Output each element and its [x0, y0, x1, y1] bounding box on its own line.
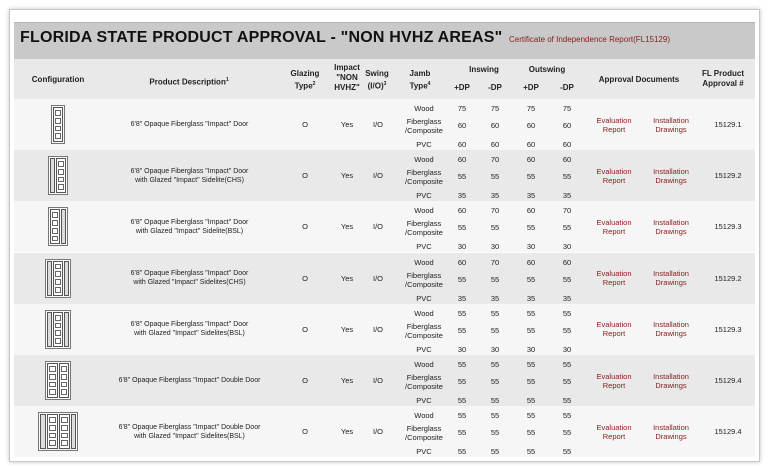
design-pressure-value: 55	[490, 411, 500, 421]
design-pressure-value: 60	[526, 206, 536, 216]
evaluation-label[interactable]: Evaluation	[596, 422, 632, 432]
design-pressure-value: 55	[457, 360, 467, 369]
footnote-3: 3	[383, 81, 387, 87]
table-row	[14, 355, 755, 406]
design-pressure-value: 55	[526, 377, 536, 386]
product-description	[102, 150, 277, 201]
design-pressure-value: 55	[490, 428, 500, 438]
drawings-label[interactable]: Drawings	[655, 124, 687, 134]
design-pressure-value: 30	[457, 344, 467, 354]
installation-drawings-link[interactable]	[643, 150, 699, 201]
header-impact-line3: HVHZ"	[334, 83, 360, 92]
design-pressure-value: 75	[457, 104, 467, 113]
page-frame	[9, 9, 760, 462]
jamb-type: Fiberglass /Composite	[405, 117, 443, 135]
jamb-type: Wood	[414, 411, 434, 421]
glazing-type: O	[302, 171, 308, 181]
design-pressure-value: 55	[490, 396, 500, 405]
design-pressure-value: 70	[490, 155, 500, 165]
design-pressure-value: 30	[562, 344, 572, 354]
impact-value: Yes	[340, 171, 354, 181]
design-pressure-value: 55	[457, 223, 467, 233]
certificate-link[interactable]: Certificate of Independence Report(FL15129)	[509, 35, 670, 44]
design-pressure-value: 55	[562, 411, 572, 421]
jamb-type: Wood	[414, 308, 434, 318]
design-pressure-value: 60	[526, 257, 536, 267]
door-panel-icon	[59, 363, 70, 398]
swing-value: I/O	[372, 273, 383, 283]
footnote-4: 4	[427, 81, 431, 87]
evaluation-report-link[interactable]	[589, 201, 639, 252]
design-pressure-value: 55	[457, 396, 467, 405]
sidelite-icon	[71, 414, 77, 449]
header-impact-line2: "NON	[336, 73, 358, 82]
sidelite-icon	[61, 209, 66, 244]
door-configuration-image	[48, 207, 68, 246]
design-pressure-value: 60	[562, 257, 572, 267]
evaluation-report-link[interactable]	[589, 253, 639, 304]
impact-value: Yes	[340, 324, 354, 334]
design-pressure-value: 55	[526, 325, 536, 335]
design-pressure-value: 60	[457, 257, 467, 267]
swing-value: I/O	[372, 222, 383, 232]
description-line2: with Glazed "Impact" Sidelite(BSL)	[135, 227, 244, 235]
evaluation-label[interactable]: Evaluation	[596, 166, 632, 176]
door-panel-icon	[50, 209, 60, 244]
sidelite-icon	[40, 414, 46, 449]
design-pressure-value: 55	[457, 447, 467, 457]
sidelite-icon	[64, 261, 69, 296]
design-pressure-value: 55	[526, 274, 536, 284]
title-bar	[14, 22, 755, 59]
footnote-1: 1	[225, 77, 229, 83]
design-pressure-value: 55	[490, 274, 500, 284]
description-line1: 6'8" Opaque Fiberglass "Impact" Door	[130, 121, 249, 128]
design-pressure-value: 55	[562, 360, 572, 369]
jamb-type: Wood	[414, 104, 434, 113]
report-label[interactable]: Report	[602, 278, 626, 288]
design-pressure-value: 60	[526, 155, 536, 165]
jamb-type: PVC	[416, 447, 432, 457]
jamb-type: Fiberglass /Composite	[405, 373, 443, 391]
glazing-type: O	[302, 273, 308, 283]
design-pressure-value: 55	[457, 325, 467, 335]
header-outswing-minus-dp: -DP	[560, 83, 574, 92]
fl-approval-number: 15129.2	[714, 171, 742, 181]
drawings-label[interactable]: Drawings	[655, 431, 687, 441]
design-pressure-value: 55	[526, 428, 536, 438]
description-line1: 6'8" Opaque Fiberglass "Impact" Double Door	[118, 423, 261, 431]
design-pressure-value: 70	[490, 257, 500, 267]
design-pressure-value: 30	[490, 242, 500, 252]
header-product-description-text: Product Description	[149, 77, 226, 87]
fl-approval-number: 15129.2	[714, 273, 742, 283]
header-configuration: Configuration	[31, 75, 85, 84]
design-pressure-value: 70	[562, 206, 572, 216]
header-impact-line1: Impact	[334, 63, 360, 72]
evaluation-label[interactable]: Evaluation	[596, 269, 632, 279]
design-pressure-value: 55	[526, 223, 536, 233]
header-glazing-line1: Glazing	[290, 69, 320, 78]
design-pressure-value: 60	[490, 140, 500, 149]
swing-value: I/O	[372, 376, 383, 385]
jamb-type: Fiberglass /Composite	[405, 219, 443, 238]
jamb-type: Wood	[414, 155, 434, 165]
header-approval-documents: Approval Documents	[598, 75, 680, 84]
drawings-label[interactable]: Drawings	[655, 329, 687, 339]
report-label[interactable]: Report	[602, 124, 626, 134]
design-pressure-value: 55	[457, 308, 467, 318]
fl-approval-number: 15129.4	[714, 376, 742, 385]
design-pressure-value: 60	[457, 140, 467, 149]
door-configuration-image	[45, 361, 71, 400]
glazing-type: O	[302, 120, 308, 129]
design-pressure-value: 55	[490, 447, 500, 457]
design-pressure-value: 55	[490, 223, 500, 233]
product-description	[102, 355, 277, 406]
table-row	[14, 406, 755, 457]
swing-value: I/O	[372, 427, 383, 437]
header-outswing: Outswing	[528, 65, 566, 74]
impact-value: Yes	[340, 120, 354, 129]
description-line1: 6'8" Opaque Fiberglass "Impact" Door	[130, 270, 249, 278]
design-pressure-value: 55	[490, 360, 500, 369]
sidelite-icon	[64, 312, 69, 347]
design-pressure-value: 55	[526, 396, 536, 405]
table-body	[14, 99, 755, 457]
design-pressure-value: 60	[562, 140, 572, 149]
jamb-type: PVC	[416, 344, 432, 354]
installation-drawings-link[interactable]	[643, 253, 699, 304]
impact-value: Yes	[340, 222, 354, 232]
description-line2: with Glazed "Impact" Sidelites(BSL)	[134, 330, 245, 338]
report-label[interactable]: Report	[602, 380, 626, 390]
design-pressure-value: 70	[490, 206, 500, 216]
design-pressure-value: 35	[457, 293, 467, 303]
design-pressure-value: 55	[526, 411, 536, 421]
fl-approval-number: 15129.4	[714, 427, 742, 437]
description-line1: 6'8" Opaque Fiberglass "Impact" Door	[130, 167, 249, 175]
design-pressure-value: 55	[526, 172, 536, 182]
drawings-label[interactable]: Drawings	[655, 380, 687, 390]
header-jamb-type	[398, 69, 442, 92]
header-glazing-line2: Type	[294, 81, 313, 91]
fl-approval-number: 15129.3	[714, 222, 742, 232]
product-description	[102, 99, 277, 150]
glazing-type: O	[302, 324, 308, 334]
description-line1: 6'8" Opaque Fiberglass "Impact" Double Door	[118, 377, 261, 384]
design-pressure-value: 55	[490, 325, 500, 335]
installation-drawings-link[interactable]	[643, 99, 699, 150]
jamb-type: PVC	[416, 293, 432, 303]
report-label[interactable]: Report	[602, 175, 626, 185]
product-description	[102, 253, 277, 304]
jamb-type: Fiberglass /Composite	[405, 321, 443, 340]
design-pressure-value: 30	[526, 242, 536, 252]
door-panel-icon	[53, 261, 63, 296]
design-pressure-value: 55	[490, 377, 500, 386]
product-description	[102, 304, 277, 355]
design-pressure-value: 55	[562, 377, 572, 386]
design-pressure-value: 55	[562, 274, 572, 284]
design-pressure-value: 60	[490, 121, 500, 130]
table-row	[14, 304, 755, 355]
fl-approval-number: 15129.1	[714, 120, 742, 129]
sidelite-icon	[47, 261, 52, 296]
door-panel-icon	[47, 414, 58, 449]
sidelite-icon	[50, 158, 55, 193]
jamb-type: Wood	[414, 360, 434, 369]
jamb-type: Wood	[414, 257, 434, 267]
installation-drawings-link[interactable]	[643, 201, 699, 252]
table-row	[14, 201, 755, 252]
design-pressure-value: 55	[457, 172, 467, 182]
swing-value: I/O	[372, 120, 383, 129]
drawings-label[interactable]: Drawings	[655, 226, 687, 236]
design-pressure-value: 60	[457, 155, 467, 165]
installation-label[interactable]: Installation	[653, 371, 689, 381]
design-pressure-value: 55	[562, 447, 572, 457]
table-header	[14, 59, 755, 99]
glazing-type: O	[302, 376, 308, 385]
design-pressure-value: 30	[526, 344, 536, 354]
jamb-type: Fiberglass /Composite	[405, 270, 443, 289]
fl-approval-number: 15129.3	[714, 324, 742, 334]
impact-value: Yes	[340, 427, 354, 437]
page-title: FLORIDA STATE PRODUCT APPROVAL - "NON HVHZ AREAS"	[20, 29, 503, 46]
design-pressure-value: 35	[562, 191, 572, 201]
design-pressure-value: 30	[490, 344, 500, 354]
jamb-type: PVC	[416, 140, 432, 149]
header-jamb-line1: Jamb	[409, 69, 431, 78]
installation-label[interactable]: Installation	[653, 269, 689, 279]
design-pressure-value: 55	[526, 308, 536, 318]
table-row	[14, 253, 755, 304]
design-pressure-value: 55	[526, 447, 536, 457]
design-pressure-value: 60	[526, 121, 536, 130]
header-swing-line1: Swing	[365, 69, 389, 78]
approval-table	[14, 22, 755, 457]
jamb-type: Fiberglass /Composite	[405, 168, 443, 187]
door-panel-icon	[53, 312, 63, 347]
header-swing	[356, 69, 398, 92]
design-pressure-value: 55	[562, 428, 572, 438]
design-pressure-value: 75	[526, 104, 536, 113]
product-description	[102, 201, 277, 252]
design-pressure-value: 60	[562, 155, 572, 165]
description-line1: 6'8" Opaque Fiberglass "Impact" Door	[130, 321, 249, 329]
design-pressure-value: 55	[562, 396, 572, 405]
jamb-type: PVC	[416, 191, 432, 201]
design-pressure-value: 55	[562, 308, 572, 318]
footnote-2: 2	[312, 81, 316, 87]
evaluation-label[interactable]: Evaluation	[596, 320, 632, 330]
header-glazing-type	[284, 69, 326, 92]
design-pressure-value: 35	[490, 191, 500, 201]
door-panel-icon	[47, 363, 58, 398]
evaluation-report-link[interactable]	[589, 150, 639, 201]
swing-value: I/O	[372, 324, 383, 334]
header-swing-line2: (I/O)	[367, 81, 384, 91]
evaluation-report-link[interactable]	[589, 99, 639, 150]
jamb-type: PVC	[416, 396, 432, 405]
design-pressure-value: 55	[457, 428, 467, 438]
design-pressure-value: 55	[562, 172, 572, 182]
design-pressure-value: 35	[562, 293, 572, 303]
table-row	[14, 99, 755, 150]
design-pressure-value: 60	[457, 206, 467, 216]
door-panel-icon	[56, 158, 66, 193]
evaluation-report-link[interactable]	[589, 355, 639, 406]
installation-label[interactable]: Installation	[653, 320, 689, 330]
header-product-description	[114, 75, 264, 88]
door-panel-icon	[53, 107, 63, 142]
installation-label[interactable]: Installation	[653, 166, 689, 176]
jamb-type: PVC	[416, 242, 432, 252]
door-configuration-image	[51, 105, 65, 144]
installation-drawings-link[interactable]	[643, 355, 699, 406]
description-line2: with Glazed "Impact" Sidelites(CHS)	[133, 279, 246, 287]
product-description	[102, 406, 277, 457]
design-pressure-value: 60	[526, 140, 536, 149]
door-configuration-image	[45, 310, 71, 349]
design-pressure-value: 55	[526, 360, 536, 369]
header-fl-line1: FL Product	[701, 69, 745, 78]
door-panel-icon	[59, 414, 70, 449]
description-line2: with Glazed "Impact" Sidelites(BSL)	[134, 432, 245, 440]
design-pressure-value: 30	[562, 242, 572, 252]
design-pressure-value: 35	[526, 293, 536, 303]
header-jamb-line2: Type	[409, 81, 428, 91]
design-pressure-value: 55	[490, 172, 500, 182]
evaluation-report-link[interactable]	[589, 406, 639, 457]
evaluation-label[interactable]: Evaluation	[596, 371, 632, 381]
evaluation-label[interactable]: Evaluation	[596, 217, 632, 227]
report-label[interactable]: Report	[602, 226, 626, 236]
design-pressure-value: 55	[457, 274, 467, 284]
design-pressure-value: 60	[562, 121, 572, 130]
installation-drawings-link[interactable]	[643, 406, 699, 457]
glazing-type: O	[302, 427, 308, 437]
header-fl-line2: Approval #	[702, 79, 744, 88]
design-pressure-value: 35	[457, 191, 467, 201]
header-inswing-minus-dp: -DP	[488, 83, 502, 92]
installation-label[interactable]: Installation	[653, 422, 689, 432]
jamb-type: Fiberglass /Composite	[405, 424, 443, 443]
installation-drawings-link[interactable]	[643, 304, 699, 355]
door-configuration-image	[45, 259, 71, 298]
impact-value: Yes	[340, 376, 354, 385]
glazing-type: O	[302, 222, 308, 232]
header-inswing: Inswing	[469, 65, 499, 74]
design-pressure-value: 35	[526, 191, 536, 201]
report-label[interactable]: Report	[602, 431, 626, 441]
design-pressure-value: 55	[457, 377, 467, 386]
report-label[interactable]: Report	[602, 329, 626, 339]
design-pressure-value: 55	[562, 223, 572, 233]
impact-value: Yes	[340, 273, 354, 283]
design-pressure-value: 55	[490, 308, 500, 318]
jamb-type: Wood	[414, 206, 434, 216]
design-pressure-value: 30	[457, 242, 467, 252]
description-line1: 6'8" Opaque Fiberglass "Impact" Door	[130, 218, 249, 226]
drawings-label[interactable]: Drawings	[655, 175, 687, 185]
design-pressure-value: 60	[457, 121, 467, 130]
design-pressure-value: 75	[490, 104, 500, 113]
installation-label[interactable]: Installation	[653, 217, 689, 227]
table-row	[14, 150, 755, 201]
sidelite-icon	[47, 312, 52, 347]
header-outswing-plus-dp: +DP	[523, 83, 539, 92]
header-inswing-plus-dp: +DP	[454, 83, 470, 92]
drawings-label[interactable]: Drawings	[655, 278, 687, 288]
header-fl-approval	[692, 69, 754, 89]
design-pressure-value: 35	[490, 293, 500, 303]
evaluation-label[interactable]: Evaluation	[596, 115, 632, 125]
design-pressure-value: 75	[562, 104, 572, 113]
evaluation-report-link[interactable]	[589, 304, 639, 355]
installation-label[interactable]: Installation	[653, 115, 689, 125]
design-pressure-value: 55	[457, 411, 467, 421]
swing-value: I/O	[372, 171, 383, 181]
door-configuration-image	[48, 156, 68, 195]
description-line2: with Glazed "Impact" Sidelite(CHS)	[135, 176, 244, 184]
design-pressure-value: 55	[562, 325, 572, 335]
door-configuration-image	[38, 412, 78, 451]
